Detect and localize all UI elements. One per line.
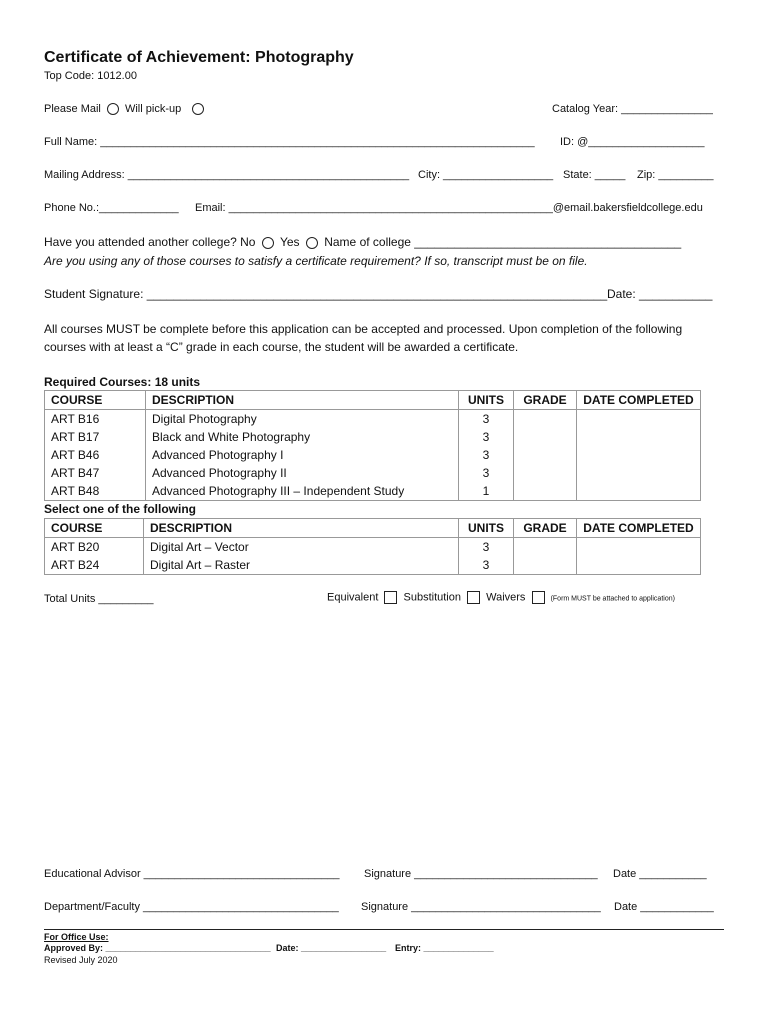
date-completed-cell[interactable] — [577, 482, 701, 501]
delivery-row — [44, 103, 207, 115]
course-cell: ART B47 — [45, 464, 146, 482]
col-units: UNITS — [459, 519, 514, 538]
waivers-label: Waivers — [486, 591, 526, 604]
course-cell: ART B17 — [45, 428, 146, 446]
description-cell: Digital Art – Vector — [144, 538, 459, 557]
table-row — [45, 446, 701, 464]
attended-question: Have you attended another college? No — [44, 235, 256, 249]
advisor-signature-field[interactable]: Signature ______________________________ — [364, 868, 598, 880]
select-one-heading: Select one of the following — [44, 502, 197, 516]
advisor-field[interactable]: Educational Advisor ________________________________ — [44, 868, 340, 880]
units-cell: 3 — [459, 464, 514, 482]
table-header-row — [45, 519, 701, 538]
col-units: UNITS — [459, 391, 514, 410]
office-divider — [44, 929, 724, 930]
course-cell: ART B24 — [45, 556, 144, 575]
grade-cell[interactable] — [514, 556, 577, 575]
catalog-year-field[interactable]: Catalog Year: _______________ — [552, 103, 713, 115]
table-row — [45, 556, 701, 575]
table-row — [45, 410, 701, 429]
full-name-field[interactable]: Full Name: _______________________________________________________________________ — [44, 136, 535, 148]
col-description: DESCRIPTION — [144, 519, 459, 538]
page-title: Certificate of Achievement: Photography — [44, 49, 354, 66]
city-field[interactable]: City: __________________ — [418, 169, 554, 181]
col-date-completed: DATE COMPLETED — [577, 519, 701, 538]
revised-date: Revised July 2020 — [44, 955, 118, 965]
grade-cell[interactable] — [514, 538, 577, 557]
please-mail-radio[interactable] — [107, 103, 119, 115]
table-row — [45, 482, 701, 501]
col-grade: GRADE — [514, 391, 577, 410]
col-date-completed: DATE COMPLETED — [577, 391, 701, 410]
grade-cell[interactable] — [514, 410, 577, 429]
substitution-checkbox[interactable] — [467, 591, 480, 604]
units-cell: 1 — [459, 482, 514, 501]
col-course: COURSE — [45, 391, 146, 410]
equivalent-label: Equivalent — [327, 591, 379, 604]
date-completed-cell[interactable] — [577, 446, 701, 464]
date-completed-cell[interactable] — [577, 410, 701, 429]
id-field[interactable]: ID: @___________________ — [560, 136, 705, 148]
department-date-field[interactable]: Date ____________ — [614, 901, 714, 913]
office-date-field[interactable]: Date: _________________ — [276, 943, 387, 953]
description-cell: Advanced Photography III – Independent Study — [146, 482, 459, 501]
grade-cell[interactable] — [514, 482, 577, 501]
table-row — [45, 464, 701, 482]
units-cell: 3 — [459, 538, 514, 557]
please-mail-label: Please Mail — [44, 103, 101, 115]
required-table — [44, 390, 701, 501]
date-completed-cell[interactable] — [577, 538, 701, 557]
units-cell: 3 — [459, 410, 514, 429]
state-field[interactable]: State: _____ — [563, 169, 626, 181]
table-header-row — [45, 391, 701, 410]
course-cell: ART B46 — [45, 446, 146, 464]
approved-by-field[interactable]: Approved By: _________________________________ — [44, 943, 271, 953]
department-signature-field[interactable]: Signature _______________________________ — [361, 901, 601, 913]
email-field[interactable]: Email: _____________________________________________________@email.bakersfieldcollege.edu — [195, 202, 703, 214]
grade-cell[interactable] — [514, 428, 577, 446]
entry-field[interactable]: Entry: ______________ — [395, 943, 494, 953]
will-pickup-radio[interactable] — [192, 103, 204, 115]
department-field[interactable]: Department/Faculty ________________________________ — [44, 901, 339, 913]
student-signature-field[interactable]: Student Signature: _____________________________________________________________________ — [44, 287, 608, 301]
no-radio[interactable] — [262, 237, 274, 249]
course-cell: ART B20 — [45, 538, 144, 557]
transcript-note: Are you using any of those courses to satisfy a certificate requirement? If so, transcript must be on file. — [44, 254, 588, 268]
col-course: COURSE — [45, 519, 144, 538]
date-completed-cell[interactable] — [577, 556, 701, 575]
table-row — [45, 538, 701, 557]
units-cell: 3 — [459, 428, 514, 446]
description-cell: Black and White Photography — [146, 428, 459, 446]
units-cell: 3 — [459, 446, 514, 464]
units-cell: 3 — [459, 556, 514, 575]
form-attach-note: (Form MUST be attached to application) — [550, 595, 675, 603]
phone-field[interactable]: Phone No.:_____________ — [44, 202, 179, 214]
waivers-checkbox[interactable] — [532, 591, 545, 604]
required-heading: Required Courses: 18 units — [44, 375, 201, 389]
top-code: Top Code: 1012.00 — [44, 70, 137, 82]
student-date-field[interactable]: Date: ___________ — [607, 287, 713, 301]
grade-cell[interactable] — [514, 446, 577, 464]
description-cell: Advanced Photography II — [146, 464, 459, 482]
mailing-address-field[interactable]: Mailing Address: ______________________________________________ — [44, 169, 410, 181]
will-pickup-label: Will pick-up — [124, 103, 182, 115]
yes-radio[interactable] — [306, 237, 318, 249]
attended-row — [44, 235, 681, 249]
course-cell: ART B48 — [45, 482, 146, 501]
zip-field[interactable]: Zip: _________ — [637, 169, 714, 181]
office-use-heading: For Office Use: — [44, 932, 109, 942]
college-name-field[interactable]: Name of college ________________________________________ — [324, 235, 682, 249]
yes-label: Yes — [279, 235, 300, 249]
equivalent-checkbox[interactable] — [384, 591, 397, 604]
description-cell: Digital Photography — [146, 410, 459, 429]
substitution-label: Substitution — [403, 591, 461, 604]
notice-line-1: All courses MUST be complete before this application can be accepted and processed. Upon completion of the following — [44, 322, 683, 336]
advisor-date-field[interactable]: Date ___________ — [613, 868, 707, 880]
table-row — [45, 428, 701, 446]
date-completed-cell[interactable] — [577, 428, 701, 446]
select-one-table — [44, 518, 701, 575]
equivalency-row — [327, 591, 675, 604]
col-description: DESCRIPTION — [146, 391, 459, 410]
grade-cell[interactable] — [514, 464, 577, 482]
notice-line-2: courses with at least a “C” grade in each course, the student will be awarded a certificate. — [44, 340, 519, 354]
date-completed-cell[interactable] — [577, 464, 701, 482]
col-grade: GRADE — [514, 519, 577, 538]
total-units-field[interactable]: Total Units _________ — [44, 593, 154, 605]
description-cell: Digital Art – Raster — [144, 556, 459, 575]
description-cell: Advanced Photography I — [146, 446, 459, 464]
course-cell: ART B16 — [45, 410, 146, 429]
